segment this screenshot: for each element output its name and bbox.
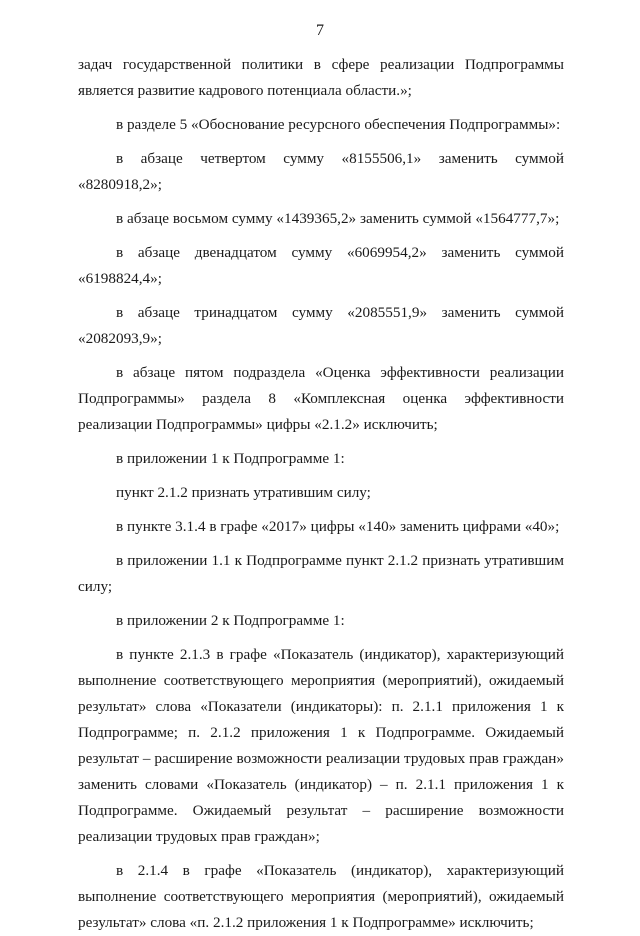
text-line: в приложении 1.1 к Подпрограмме пункт 2.1.2 признать утратившим [116,552,564,569]
text-line: пункт 2.1.2 признать утратившим силу; [116,484,371,501]
document-body [78,52,564,936]
page-number: 7 [316,22,324,39]
text-line: в пункте 3.1.4 в графе «2017» цифры «140» заменить цифрами «40»; [116,518,560,535]
text-line: в абзаце восьмом сумму «1439365,2» заменить суммой «1564777,7»; [116,210,560,227]
text-line: в абзаце пятом подраздела «Оценка эффективности реализации [116,364,564,381]
text-line: Подпрограммы» раздела 8 «Комплексная оценка эффективности [78,390,564,407]
text-line: задач государственной политики в сфере реализации Подпрограммы [78,56,564,73]
text-line: в абзаце четвертом сумму «8155506,1» заменить суммой [116,150,564,167]
text-line: результат» слова «п. 2.1.2 приложения 1 к Подпрограмме» исключить; [78,914,534,931]
text-line: «8280918,2»; [78,176,162,193]
text-line: «2082093,9»; [78,330,162,347]
text-line: выполнение соответствующего мероприятия (мероприятий), ожидаемый [78,888,564,905]
text-line: результат – расширение возможности реализации трудовых прав граждан» [78,750,564,767]
text-line: силу; [78,578,113,595]
text-line: реализации трудовых прав граждан»; [78,828,320,845]
text-line: в приложении 2 к Подпрограмме 1: [116,612,345,629]
text-line: Подпрограмме. Ожидаемый результат – расширение возможности [78,802,564,819]
text-line: «6198824,4»; [78,270,162,287]
text-line: выполнение соответствующего мероприятия (мероприятий), ожидаемый [78,672,564,689]
text-line: в 2.1.4 в графе «Показатель (индикатор), характеризующий [116,862,564,879]
text-line: является развитие кадрового потенциала области.»; [78,82,412,99]
text-line: Подпрограмме; п. 2.1.2 приложения 1 к Подпрограмме. Ожидаемый [78,724,564,741]
text-line: в абзаце тринадцатом сумму «2085551,9» заменить суммой [116,304,564,321]
text-line: реализации Подпрограммы» цифры «2.1.2» исключить; [78,416,438,433]
text-line: в абзаце двенадцатом сумму «6069954,2» заменить суммой [116,244,564,261]
text-line: в пункте 2.1.3 в графе «Показатель (индикатор), характеризующий [116,646,564,663]
text-line: в разделе 5 «Обоснование ресурсного обеспечения Подпрограммы»: [116,116,561,133]
text-line: в приложении 1 к Подпрограмме 1: [116,450,345,467]
text-line: результат» слова «Показатели (индикаторы): п. 2.1.1 приложения 1 к [78,698,564,715]
text-line: заменить словами «Показатель (индикатор) – п. 2.1.1 приложения 1 к [78,776,564,793]
